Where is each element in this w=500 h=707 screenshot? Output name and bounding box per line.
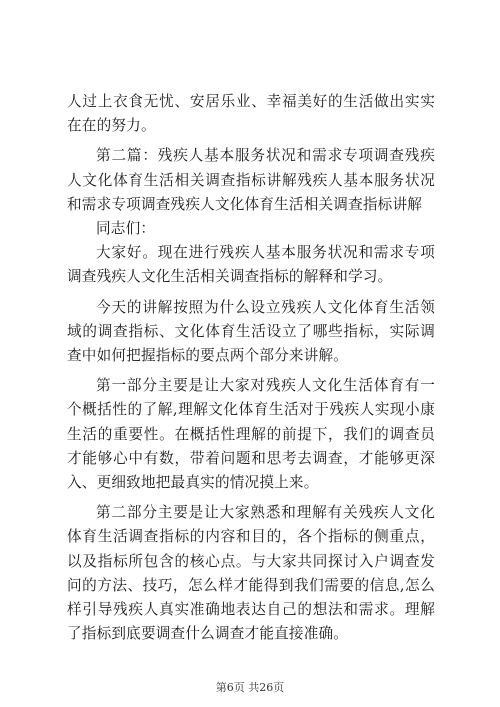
paragraph-part-two: 第二部分主要是让大家熟悉和理解有关残疾人文化体育生活调查指标的内容和目的，各个指标的侧重点，以及指标所包含的核心点。与大家共同探讨入户调查发问的方法、技巧，怎么样才能得到我们需要的信息,怎么样引导残疾人真实准确地表达自己的想法和需求。理解了指标到底要调查什么调查才能直接准确。 — [67, 504, 435, 643]
page-number-footer: 第6页 共26页 — [215, 681, 285, 694]
paragraph-continuation: 人过上衣食无忧、安居乐业、幸福美好的生活做出实实在在的努力。 — [67, 93, 435, 135]
paragraph-salutation: 同志们： — [96, 220, 156, 238]
paragraph-outline: 今天的讲解按照为什么设立残疾人文化体育生活领域的调查指标、文化体育生活设立了哪些指标，实际调查中如何把握指标的要点两个部分来讲解。 — [67, 298, 435, 365]
paragraph-section-title: 第二篇：残疾人基本服务状况和需求专项调查残疾人文化体育生活相关调查指标讲解残疾人基本服务状况和需求专项调查残疾人文化体育生活相关调查指标讲解 — [67, 147, 435, 213]
document-body — [67, 90, 435, 646]
paragraph-greeting: 大家好。现在进行残疾人基本服务状况和需求专项调查残疾人文化生活相关调查指标的解释和学习。 — [67, 244, 435, 286]
paragraph-part-one: 第一部分主要是让大家对残疾人文化生活体育有一个概括性的了解,理解文化体育生活对于残疾人实现小康生活的重要性。在概括性理解的前提下，我们的调查员才能够心中有数，带着问题和思考去调查，才能够更深入、更细致地把最真实的情况摸上来。 — [67, 377, 435, 492]
